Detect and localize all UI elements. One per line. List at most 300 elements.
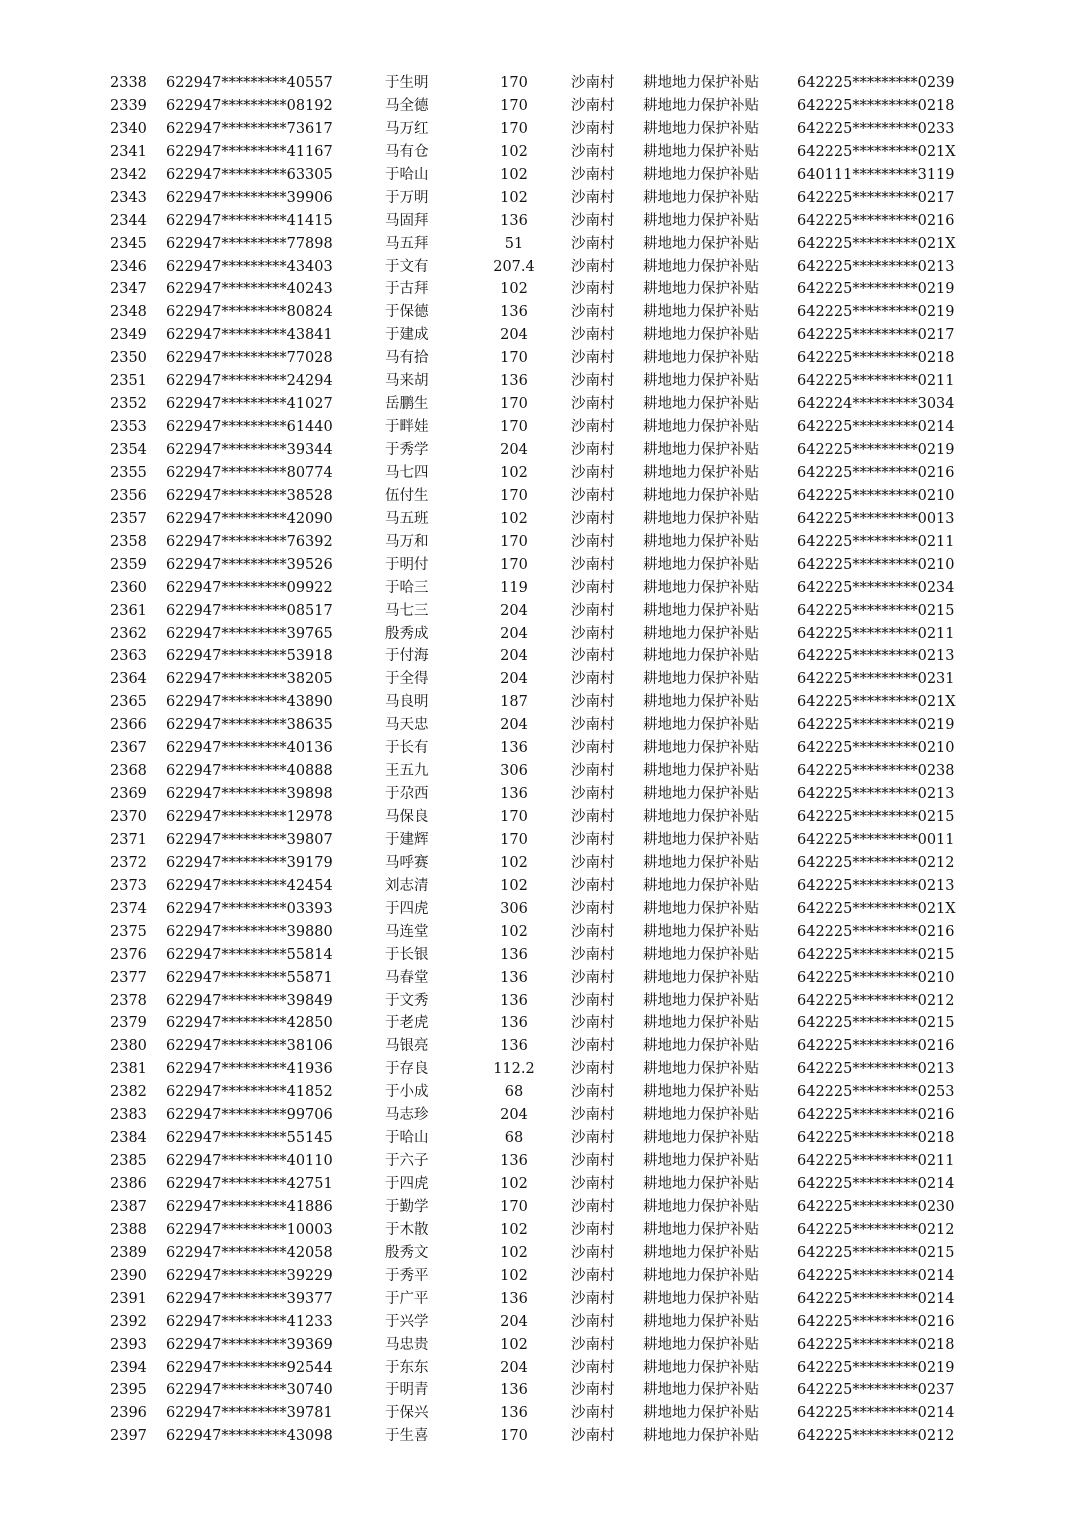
row-number-cell: 2385	[110, 1153, 147, 1170]
name-cell: 马全德	[385, 97, 429, 114]
village-cell: 沙南村	[571, 510, 615, 527]
name-cell: 于生喜	[385, 1428, 429, 1445]
amount-cell: 136	[500, 740, 528, 757]
amount-cell: 204	[500, 1313, 528, 1330]
village-cell: 沙南村	[571, 717, 615, 734]
row-number-cell: 2367	[110, 740, 147, 757]
amount-cell: 102	[500, 1244, 528, 1261]
row-number-cell: 2346	[110, 258, 147, 275]
table-row	[0, 462, 1074, 485]
account-number-cell: 622947*********40110	[166, 1153, 333, 1170]
amount-cell: 170	[500, 396, 528, 413]
name-cell: 于四虎	[385, 900, 429, 917]
id-number-cell: 642225*********0219	[797, 717, 955, 734]
id-number-cell: 642225*********0212	[797, 1221, 955, 1238]
table-row	[0, 416, 1074, 439]
amount-cell: 204	[500, 671, 528, 688]
account-number-cell: 622947*********80824	[166, 304, 333, 321]
id-number-cell: 642225*********0213	[797, 648, 955, 665]
account-number-cell: 622947*********99706	[166, 1107, 333, 1124]
subsidy-type-cell: 耕地地力保护补贴	[643, 166, 759, 183]
row-number-cell: 2392	[110, 1313, 147, 1330]
amount-cell: 102	[500, 877, 528, 894]
village-cell: 沙南村	[571, 602, 615, 619]
subsidy-type-cell: 耕地地力保护补贴	[643, 1130, 759, 1147]
table-row	[0, 439, 1074, 462]
amount-cell: 170	[500, 533, 528, 550]
table-row	[0, 668, 1074, 691]
row-number-cell: 2366	[110, 717, 147, 734]
subsidy-type-cell: 耕地地力保护补贴	[643, 189, 759, 206]
account-number-cell: 622947*********43403	[166, 258, 333, 275]
table-row	[0, 921, 1074, 944]
name-cell: 于明付	[385, 556, 429, 573]
village-cell: 沙南村	[571, 281, 615, 298]
subsidy-type-cell: 耕地地力保护补贴	[643, 877, 759, 894]
account-number-cell: 622947*********24294	[166, 373, 333, 390]
account-number-cell: 622947*********39526	[166, 556, 333, 573]
table-row	[0, 508, 1074, 531]
subsidy-type-cell: 耕地地力保护补贴	[643, 1267, 759, 1284]
row-number-cell: 2352	[110, 396, 147, 413]
amount-cell: 102	[500, 166, 528, 183]
subsidy-type-cell: 耕地地力保护补贴	[643, 419, 759, 436]
row-number-cell: 2351	[110, 373, 147, 390]
id-number-cell: 642225*********0215	[797, 946, 955, 963]
id-number-cell: 642225*********0216	[797, 212, 955, 229]
village-cell: 沙南村	[571, 1176, 615, 1192]
table-row	[0, 485, 1074, 508]
account-number-cell: 622947*********73617	[166, 120, 333, 137]
account-number-cell: 622947*********39807	[166, 831, 333, 848]
account-number-cell: 622947*********38106	[166, 1038, 333, 1055]
village-cell: 沙南村	[571, 350, 615, 367]
row-number-cell: 2350	[110, 350, 147, 367]
village-cell: 沙南村	[571, 373, 615, 390]
name-cell: 于建辉	[385, 831, 429, 848]
name-cell: 伍付生	[385, 487, 429, 504]
amount-cell: 68	[504, 1130, 524, 1147]
name-cell: 马五班	[385, 510, 429, 527]
id-number-cell: 642225*********0214	[797, 419, 955, 436]
amount-cell: 170	[500, 831, 528, 848]
id-number-cell: 642225*********0210	[797, 969, 955, 986]
amount-cell: 170	[500, 97, 528, 114]
id-number-cell: 642225*********0216	[797, 1313, 955, 1330]
account-number-cell: 622947*********41852	[166, 1084, 333, 1101]
name-cell: 于明青	[385, 1382, 429, 1399]
id-number-cell: 642225*********0216	[797, 464, 955, 481]
row-number-cell: 2386	[110, 1176, 147, 1192]
id-number-cell: 642225*********0213	[797, 877, 955, 894]
amount-cell: 136	[500, 969, 528, 986]
village-cell: 沙南村	[571, 304, 615, 321]
id-number-cell: 642225*********0011	[797, 831, 955, 848]
table-row	[0, 324, 1074, 347]
id-number-cell: 642225*********021X	[797, 235, 956, 252]
amount-cell: 136	[500, 1038, 528, 1055]
name-cell: 于哈山	[385, 166, 429, 183]
amount-cell: 170	[500, 1428, 528, 1445]
id-number-cell: 642225*********0219	[797, 281, 955, 298]
table-row	[0, 210, 1074, 233]
name-cell: 王五九	[385, 763, 429, 780]
name-cell: 于文秀	[385, 992, 429, 1009]
name-cell: 于秀平	[385, 1267, 429, 1284]
village-cell: 沙南村	[571, 1382, 615, 1399]
row-number-cell: 2383	[110, 1107, 147, 1124]
id-number-cell: 642225*********0210	[797, 487, 955, 504]
village-cell: 沙南村	[571, 1084, 615, 1101]
table-row	[0, 1425, 1074, 1448]
table-row	[0, 118, 1074, 141]
row-number-cell: 2362	[110, 625, 147, 642]
id-number-cell: 642225*********0218	[797, 97, 955, 114]
amount-cell: 204	[500, 327, 528, 344]
table-row	[0, 1012, 1074, 1035]
subsidy-type-cell: 耕地地力保护补贴	[643, 143, 759, 160]
table-row	[0, 256, 1074, 279]
table-row	[0, 852, 1074, 875]
amount-cell: 170	[500, 556, 528, 573]
account-number-cell: 622947*********41415	[166, 212, 333, 229]
name-cell: 马七四	[385, 464, 429, 481]
row-number-cell: 2374	[110, 900, 147, 917]
account-number-cell: 622947*********77898	[166, 235, 333, 252]
row-number-cell: 2376	[110, 946, 147, 963]
village-cell: 沙南村	[571, 556, 615, 573]
table-row	[0, 1127, 1074, 1150]
account-number-cell: 622947*********10003	[166, 1221, 333, 1238]
subsidy-type-cell: 耕地地力保护补贴	[643, 464, 759, 481]
row-number-cell: 2393	[110, 1336, 147, 1353]
amount-cell: 102	[500, 510, 528, 527]
amount-cell: 170	[500, 75, 528, 91]
subsidy-type-cell: 耕地地力保护补贴	[643, 1176, 759, 1192]
subsidy-type-cell: 耕地地力保护补贴	[643, 212, 759, 229]
village-cell: 沙南村	[571, 1130, 615, 1147]
amount-cell: 102	[500, 1176, 528, 1192]
row-number-cell: 2355	[110, 464, 147, 481]
id-number-cell: 642225*********0211	[797, 373, 955, 390]
amount-cell: 207.4	[493, 258, 535, 275]
id-number-cell: 642225*********021X	[797, 694, 956, 711]
name-cell: 马七三	[385, 602, 429, 619]
id-number-cell: 642225*********0216	[797, 1038, 955, 1055]
id-number-cell: 642225*********0216	[797, 923, 955, 940]
table-row	[0, 531, 1074, 554]
id-number-cell: 642225*********0213	[797, 1061, 955, 1078]
amount-cell: 170	[500, 1198, 528, 1215]
account-number-cell: 622947*********39880	[166, 923, 333, 940]
id-number-cell: 642225*********0215	[797, 1244, 955, 1261]
account-number-cell: 622947*********39765	[166, 625, 333, 642]
account-number-cell: 622947*********55871	[166, 969, 333, 986]
village-cell: 沙南村	[571, 1290, 615, 1307]
village-cell: 沙南村	[571, 120, 615, 137]
name-cell: 于兴学	[385, 1313, 429, 1330]
id-number-cell: 642225*********0211	[797, 533, 955, 550]
account-number-cell: 622947*********61440	[166, 419, 333, 436]
village-cell: 沙南村	[571, 900, 615, 917]
id-number-cell: 642225*********0214	[797, 1267, 955, 1284]
account-number-cell: 622947*********42090	[166, 510, 333, 527]
table-row	[0, 141, 1074, 164]
table-row	[0, 233, 1074, 256]
subsidy-type-cell: 耕地地力保护补贴	[643, 602, 759, 619]
account-number-cell: 622947*********55145	[166, 1130, 333, 1147]
row-number-cell: 2363	[110, 648, 147, 665]
subsidy-type-cell: 耕地地力保护补贴	[643, 510, 759, 527]
table-row	[0, 967, 1074, 990]
id-number-cell: 642225*********0212	[797, 992, 955, 1009]
row-number-cell: 2378	[110, 992, 147, 1009]
village-cell: 沙南村	[571, 740, 615, 757]
account-number-cell: 622947*********41233	[166, 1313, 333, 1330]
row-number-cell: 2375	[110, 923, 147, 940]
account-number-cell: 622947*********09922	[166, 579, 333, 596]
village-cell: 沙南村	[571, 258, 615, 275]
amount-cell: 102	[500, 464, 528, 481]
name-cell: 于长银	[385, 946, 429, 963]
account-number-cell: 622947*********39229	[166, 1267, 333, 1284]
table-row	[0, 691, 1074, 714]
amount-cell: 306	[500, 763, 528, 780]
name-cell: 于广平	[385, 1290, 429, 1307]
account-number-cell: 622947*********39344	[166, 442, 333, 458]
name-cell: 于全得	[385, 671, 429, 688]
name-cell: 马固拜	[385, 212, 429, 229]
row-number-cell: 2389	[110, 1244, 147, 1261]
name-cell: 马万红	[385, 120, 429, 137]
name-cell: 于存良	[385, 1061, 429, 1078]
amount-cell: 170	[500, 487, 528, 504]
subsidy-type-cell: 耕地地力保护补贴	[643, 625, 759, 642]
name-cell: 马呼赛	[385, 854, 429, 871]
amount-cell: 204	[500, 442, 528, 458]
name-cell: 于建成	[385, 327, 429, 344]
row-number-cell: 2339	[110, 97, 147, 114]
name-cell: 于文有	[385, 258, 429, 275]
id-number-cell: 642225*********0013	[797, 510, 955, 527]
id-number-cell: 642225*********0210	[797, 740, 955, 757]
row-number-cell: 2340	[110, 120, 147, 137]
name-cell: 于四虎	[385, 1176, 429, 1192]
table-row	[0, 577, 1074, 600]
id-number-cell: 642225*********0218	[797, 350, 955, 367]
table-row	[0, 714, 1074, 737]
name-cell: 于保德	[385, 304, 429, 321]
amount-cell: 136	[500, 786, 528, 803]
subsidy-type-cell: 耕地地力保护补贴	[643, 992, 759, 1009]
table-row	[0, 347, 1074, 370]
amount-cell: 136	[500, 373, 528, 390]
amount-cell: 102	[500, 143, 528, 160]
village-cell: 沙南村	[571, 969, 615, 986]
subsidy-type-cell: 耕地地力保护补贴	[643, 1198, 759, 1215]
amount-cell: 112.2	[493, 1061, 535, 1078]
row-number-cell: 2365	[110, 694, 147, 711]
village-cell: 沙南村	[571, 694, 615, 711]
name-cell: 于勤学	[385, 1198, 429, 1215]
id-number-cell: 642225*********0211	[797, 1153, 955, 1170]
name-cell: 于保兴	[385, 1405, 429, 1422]
amount-cell: 102	[500, 281, 528, 298]
account-number-cell: 622947*********43098	[166, 1428, 333, 1445]
name-cell: 马万和	[385, 533, 429, 550]
id-number-cell: 642225*********0215	[797, 602, 955, 619]
row-number-cell: 2388	[110, 1221, 147, 1238]
table-row	[0, 1265, 1074, 1288]
subsidy-type-cell: 耕地地力保护补贴	[643, 900, 759, 917]
table-row	[0, 1334, 1074, 1357]
id-number-cell: 642225*********0239	[797, 75, 955, 91]
table-row	[0, 760, 1074, 783]
village-cell: 沙南村	[571, 166, 615, 183]
account-number-cell: 622947*********42058	[166, 1244, 333, 1261]
amount-cell: 204	[500, 648, 528, 665]
table-row	[0, 164, 1074, 187]
table-row	[0, 1288, 1074, 1311]
amount-cell: 102	[500, 854, 528, 871]
account-number-cell: 622947*********39906	[166, 189, 333, 206]
name-cell: 马保良	[385, 809, 429, 825]
name-cell: 于古拜	[385, 281, 429, 298]
account-number-cell: 622947*********41886	[166, 1198, 333, 1215]
subsidy-type-cell: 耕地地力保护补贴	[643, 97, 759, 114]
id-number-cell: 642225*********0230	[797, 1198, 955, 1215]
subsidy-type-cell: 耕地地力保护补贴	[643, 671, 759, 688]
table-row	[0, 1357, 1074, 1380]
name-cell: 马忠贵	[385, 1336, 429, 1353]
village-cell: 沙南村	[571, 877, 615, 894]
id-number-cell: 642225*********0219	[797, 1359, 955, 1376]
row-number-cell: 2395	[110, 1382, 147, 1399]
table-row	[0, 737, 1074, 760]
subsidy-type-cell: 耕地地力保护补贴	[643, 579, 759, 596]
village-cell: 沙南村	[571, 442, 615, 458]
village-cell: 沙南村	[571, 1336, 615, 1353]
id-number-cell: 642225*********0216	[797, 1107, 955, 1124]
table-row	[0, 806, 1074, 829]
account-number-cell: 622947*********30740	[166, 1382, 333, 1399]
subsidy-type-cell: 耕地地力保护补贴	[643, 1313, 759, 1330]
name-cell: 于长有	[385, 740, 429, 757]
row-number-cell: 2397	[110, 1428, 147, 1445]
account-number-cell: 622947*********38528	[166, 487, 333, 504]
village-cell: 沙南村	[571, 763, 615, 780]
village-cell: 沙南村	[571, 1313, 615, 1330]
account-number-cell: 622947*********39369	[166, 1336, 333, 1353]
id-number-cell: 642225*********0219	[797, 304, 955, 321]
village-cell: 沙南村	[571, 831, 615, 848]
row-number-cell: 2391	[110, 1290, 147, 1307]
name-cell: 马良明	[385, 694, 429, 711]
subsidy-type-cell: 耕地地力保护补贴	[643, 740, 759, 757]
subsidy-type-cell: 耕地地力保护补贴	[643, 1428, 759, 1445]
row-number-cell: 2369	[110, 786, 147, 803]
account-number-cell: 622947*********42751	[166, 1176, 333, 1192]
row-number-cell: 2372	[110, 854, 147, 871]
subsidy-type-cell: 耕地地力保护补贴	[643, 1061, 759, 1078]
amount-cell: 187	[500, 694, 528, 711]
row-number-cell: 2396	[110, 1405, 147, 1422]
amount-cell: 170	[500, 350, 528, 367]
account-number-cell: 622947*********55814	[166, 946, 333, 963]
amount-cell: 68	[504, 1084, 524, 1101]
name-cell: 马有拾	[385, 350, 429, 367]
row-number-cell: 2345	[110, 235, 147, 252]
village-cell: 沙南村	[571, 809, 615, 825]
amount-cell: 51	[504, 235, 524, 252]
name-cell: 于畔娃	[385, 419, 429, 436]
amount-cell: 204	[500, 602, 528, 619]
village-cell: 沙南村	[571, 396, 615, 413]
amount-cell: 170	[500, 809, 528, 825]
name-cell: 马连堂	[385, 923, 429, 940]
account-number-cell: 622947*********39898	[166, 786, 333, 803]
name-cell: 于秀学	[385, 442, 429, 458]
amount-cell: 204	[500, 1107, 528, 1124]
subsidy-type-cell: 耕地地力保护补贴	[643, 1290, 759, 1307]
subsidy-type-cell: 耕地地力保护补贴	[643, 281, 759, 298]
subsidy-type-cell: 耕地地力保护补贴	[643, 327, 759, 344]
account-number-cell: 622947*********43890	[166, 694, 333, 711]
name-cell: 于东东	[385, 1359, 429, 1376]
row-number-cell: 2344	[110, 212, 147, 229]
subsidy-type-cell: 耕地地力保护补贴	[643, 235, 759, 252]
account-number-cell: 622947*********40888	[166, 763, 333, 780]
amount-cell: 136	[500, 946, 528, 963]
table-row	[0, 1081, 1074, 1104]
subsidy-type-cell: 耕地地力保护补贴	[643, 304, 759, 321]
table-row	[0, 1104, 1074, 1127]
id-number-cell: 642225*********021X	[797, 143, 956, 160]
subsidy-type-cell: 耕地地力保护补贴	[643, 1382, 759, 1399]
account-number-cell: 622947*********40243	[166, 281, 333, 298]
village-cell: 沙南村	[571, 579, 615, 596]
village-cell: 沙南村	[571, 1107, 615, 1124]
row-number-cell: 2358	[110, 533, 147, 550]
subsidy-type-cell: 耕地地力保护补贴	[643, 1336, 759, 1353]
subsidy-type-cell: 耕地地力保护补贴	[643, 969, 759, 986]
amount-cell: 204	[500, 625, 528, 642]
village-cell: 沙南村	[571, 235, 615, 252]
name-cell: 于哈三	[385, 579, 429, 596]
subsidy-type-cell: 耕地地力保护补贴	[643, 350, 759, 367]
amount-cell: 136	[500, 1382, 528, 1399]
subsidy-type-cell: 耕地地力保护补贴	[643, 1153, 759, 1170]
id-number-cell: 642225*********0238	[797, 763, 955, 780]
row-number-cell: 2394	[110, 1359, 147, 1376]
account-number-cell: 622947*********12978	[166, 809, 333, 825]
village-cell: 沙南村	[571, 464, 615, 481]
name-cell: 于万明	[385, 189, 429, 206]
row-number-cell: 2381	[110, 1061, 147, 1078]
name-cell: 马天忠	[385, 717, 429, 734]
row-number-cell: 2343	[110, 189, 147, 206]
subsidy-type-cell: 耕地地力保护补贴	[643, 556, 759, 573]
table-row	[0, 1379, 1074, 1402]
row-number-cell: 2373	[110, 877, 147, 894]
account-number-cell: 622947*********41167	[166, 143, 333, 160]
village-cell: 沙南村	[571, 1428, 615, 1445]
row-number-cell: 2341	[110, 143, 147, 160]
name-cell: 于付海	[385, 648, 429, 665]
subsidy-type-cell: 耕地地力保护补贴	[643, 1084, 759, 1101]
account-number-cell: 622947*********40557	[166, 75, 333, 91]
row-number-cell: 2380	[110, 1038, 147, 1055]
